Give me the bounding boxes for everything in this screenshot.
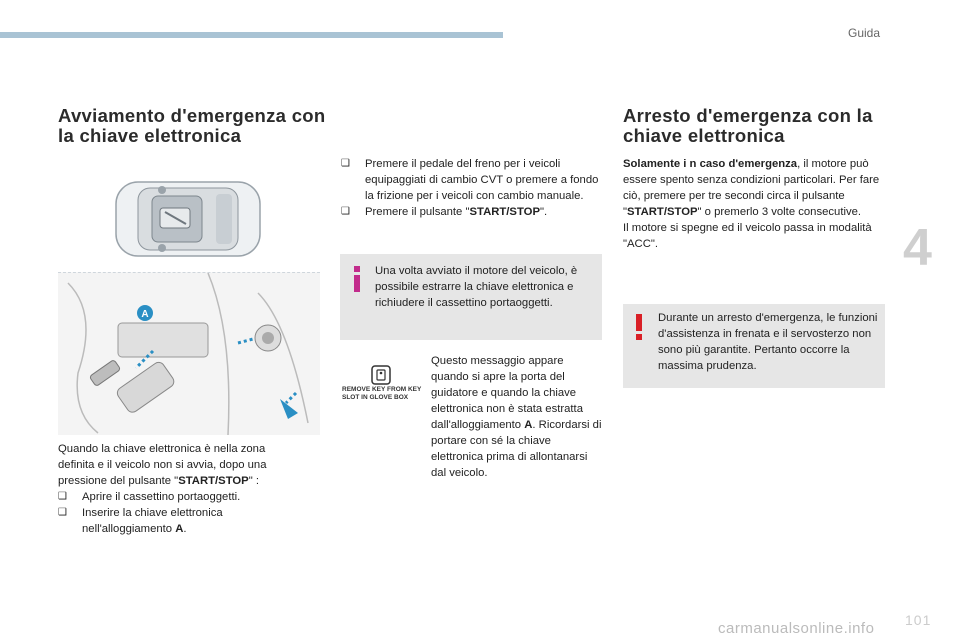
checkbox-bullet-icon: ❑ [341,158,350,169]
section-label: Guida [848,26,881,40]
step-text: Inserire la chiave elettronica nell'alloggiamento A. [82,507,223,535]
label-a-marker: A [141,309,149,320]
start-stop-keyword: START/STOP [178,475,249,487]
checkbox-bullet-icon: ❑ [341,206,350,217]
info-icon [352,266,362,292]
warning-box [623,304,885,388]
left-intro-paragraph [58,441,298,489]
emergency-stop-paragraph: Solamente i n caso d'emergenza, il motore può essere spento senza condizioni particolari. Per fare ciò, premere per tre secondi circa il pulsante "START/STOP" o premerlo 3 volte consecutive. [623,158,880,218]
engine-stop-paragraph: Il motore si spegne ed il veicolo passa in modalità "ACC". [623,222,872,250]
car-top-view-illustration [112,178,264,260]
emergency-only-keyword: Solamente i n caso d'emergenza [623,158,798,170]
warning-exclamation-icon [636,314,642,340]
step-text: Aprire il cassettino portaoggetti. [82,491,241,503]
checkbox-bullet-icon: ❑ [58,491,67,502]
step-text: Premere il pulsante "START/STOP". [365,206,548,218]
watermark: carmanualsonline.info [718,620,875,637]
right-paragraphs [623,156,889,252]
page-number: 101 [905,612,932,628]
dashboard-message-text: REMOVE KEY FROM KEY SLOT IN GLOVE BOX [342,386,422,401]
message-text-2: . Ricordarsi di portare con sé la chiave elettronica prima di allontanarsi dal veicolo. [431,419,602,479]
intro-text-2: " : [248,475,260,487]
alloggiamento-a-keyword: A [524,419,533,431]
warning-text: Durante un arresto d'emergenza, le funzioni d'assistenza in frenata e il servosterzo non sono più garantite. Pertanto occorre la massima prudenza. [658,312,878,372]
message-text-1: Questo messaggio appare quando si apre la porta del guidatore e quando la chiave elettronica non è stata estratta dall'alloggiamento [431,355,583,431]
left-section-title: Avviamento d'emergenza con la chiave elettronica [58,105,326,146]
info-box [340,254,602,340]
message-explanation [340,353,602,481]
list-item [58,505,298,537]
middle-steps [341,156,603,220]
step-text: Premere il pedale del freno per i veicoli equipaggiati di cambio CVT o premere a fondo la frizione per i veicoli con cambio manuale. [365,158,599,202]
intro-text-1: Quando la chiave elettronica è nella zona definita e il veicolo non si avvia, dopo una pressione del pulsante " [58,443,267,487]
chapter-number: 4 [903,219,932,277]
left-intro-block [58,441,298,537]
list-item [58,489,298,505]
list-item [341,204,603,220]
info-text: Una volta avviato il motore del veicolo, è possibile estrarre la chiave elettronica e richiudere il cassettino portaoggetti. [375,265,578,309]
right-section-title: Arresto d'emergenza con la chiave elettronica [623,105,873,146]
list-item [341,156,603,204]
glovebox-interior-illustration [58,272,320,435]
checkbox-bullet-icon: ❑ [58,507,67,518]
header-accent-bar [0,32,503,38]
